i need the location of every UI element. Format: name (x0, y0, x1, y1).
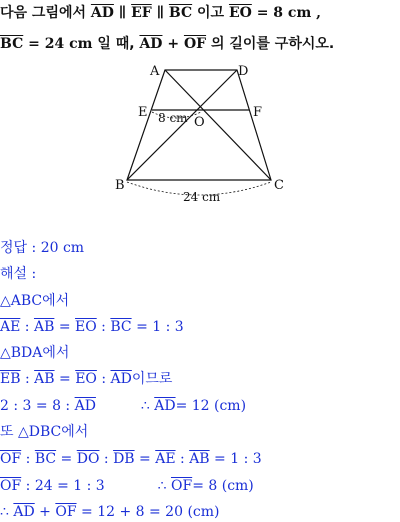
point-label-b: B (115, 178, 125, 193)
diagonal-bd (127, 70, 237, 180)
question-line-1 (0, 3, 321, 23)
therefore-symbol: ∴ (140, 398, 150, 414)
solution-colon: : (31, 266, 37, 282)
proportion: 2 : 3 = 8 : (0, 398, 71, 414)
therefore-symbol: ∴ (0, 504, 9, 520)
segment-of: $\overline{OF}$ (183, 36, 207, 52)
step-prefix: 또 (0, 424, 14, 440)
parallel-symbol: ∥ (118, 5, 127, 21)
segment-bc: $\overline{BC}$ (168, 5, 193, 21)
solution-step-1 (0, 291, 69, 311)
solution-label-line (0, 264, 36, 284)
solution-step-7: $\overline{OF}$ : $\overline{BC} = \overline{DO}$ : $\overline{DB} = \overline{AE}$ : $\overline{AB} = 1$ : 3 (0, 451, 262, 467)
answer-label: 정답 (0, 240, 28, 256)
ratio-value: = 1 : 3 (136, 319, 184, 335)
eo-length-label: 8 cm (158, 111, 188, 125)
question-text: 이고 (197, 5, 225, 21)
solution-step-9 (0, 502, 219, 522)
segment-ef: $\overline{EF}$ (131, 5, 152, 21)
bc-length-label: 24 cm (183, 190, 221, 204)
segment-of: $\overline{OF}$ (0, 451, 22, 467)
segment-of: $\overline{OF}$ (170, 478, 193, 494)
segment-ab: $\overline{AB}$ (34, 371, 55, 387)
point-label-f: F (253, 105, 263, 120)
plus-sign: + (39, 504, 51, 520)
segment-ae: $\overline{AE}$ (0, 319, 21, 335)
result-value: = 12 (cm) (175, 398, 247, 414)
segment-eo: $\overline{EO}$ (228, 5, 252, 21)
segment-of: $\overline{OF}$ (55, 504, 77, 520)
point-label-d: D (238, 64, 249, 79)
question-text: 의 길이를 구하시오. (210, 36, 335, 52)
answer-colon: : (31, 240, 37, 256)
segment-do: $\overline{DO}$ (76, 451, 100, 467)
result-value: = 8 (cm) (192, 478, 254, 494)
segment-ab: $\overline{AB}$ (33, 319, 55, 335)
step-suffix: 에서 (61, 424, 89, 440)
solution-step-2: $\overline{AE}$ : $\overline{AB} = \overline{EO}$ : $\overline{BC} = 1$ : 3 (0, 319, 184, 335)
question-text: 일 때, (97, 36, 135, 52)
segment-ad: $\overline{AD}$ (154, 398, 176, 414)
triangle-dbc: △DBC (17, 424, 62, 440)
triangle-bda: △BDA (0, 345, 43, 361)
ratio-value: = 1 : 3 (214, 451, 262, 467)
segment-bc: $\overline{BC}$ (110, 319, 132, 335)
segment-ad: $\overline{AD}$ (110, 371, 132, 387)
question-text: 다음 그림에서 (0, 5, 87, 21)
segment-ae: $\overline{AE}$ (155, 451, 176, 467)
solution-step-6 (0, 422, 88, 442)
plus-sign: + (167, 36, 180, 52)
diagonal-ac (165, 70, 271, 180)
segment-eb: $\overline{EB}$ (0, 371, 21, 387)
point-label-a: A (150, 64, 160, 79)
segment-bc: $\overline{BC}$ (34, 451, 57, 467)
segment-eo: $\overline{EO}$ (75, 319, 97, 335)
triangle-abc: △ABC (0, 293, 43, 309)
result-value: = 12 + 8 = 20 (cm) (81, 504, 220, 520)
question-line-2 (0, 34, 334, 54)
segment-of: $\overline{OF}$ (0, 478, 22, 494)
value-text: = 8 cm , (256, 5, 322, 21)
segment-ad: $\overline{AD}$ (139, 36, 163, 52)
segment-ab: $\overline{AB}$ (189, 451, 210, 467)
segment-ad: $\overline{AD}$ (13, 504, 35, 520)
solution-step-8 (0, 476, 254, 496)
answer-value: 20 cm (40, 240, 85, 256)
proportion: : 24 = 1 : 3 (25, 478, 105, 494)
segment-ad: $\overline{AD}$ (90, 5, 114, 21)
segment-db: $\overline{DB}$ (113, 451, 135, 467)
answer-line (0, 238, 84, 258)
point-label-e: E (138, 105, 148, 120)
step-suffix: 에서 (42, 293, 70, 309)
step-suffix: 이므로 (131, 371, 173, 387)
segment-eo: $\overline{EO}$ (75, 371, 97, 387)
solution-step-5 (0, 396, 246, 416)
step-suffix: 에서 (42, 345, 70, 361)
solution-step-4: $\overline{EB}$ : $\overline{AB} = \overline{EO}$ : $\overline{AD}$이므로 (0, 371, 173, 387)
therefore-symbol: ∴ (157, 478, 167, 494)
parallel-symbol: ∥ (156, 5, 165, 21)
value-text: = 24 cm (28, 36, 93, 52)
segment-bc: $\overline{BC}$ (0, 36, 24, 52)
point-label-o: O (194, 115, 205, 130)
solution-label: 해설 (0, 266, 28, 282)
trapezoid-figure (110, 58, 300, 208)
point-label-c: C (274, 178, 284, 193)
solution-step-3 (0, 343, 69, 363)
segment-ad: $\overline{AD}$ (74, 398, 96, 414)
